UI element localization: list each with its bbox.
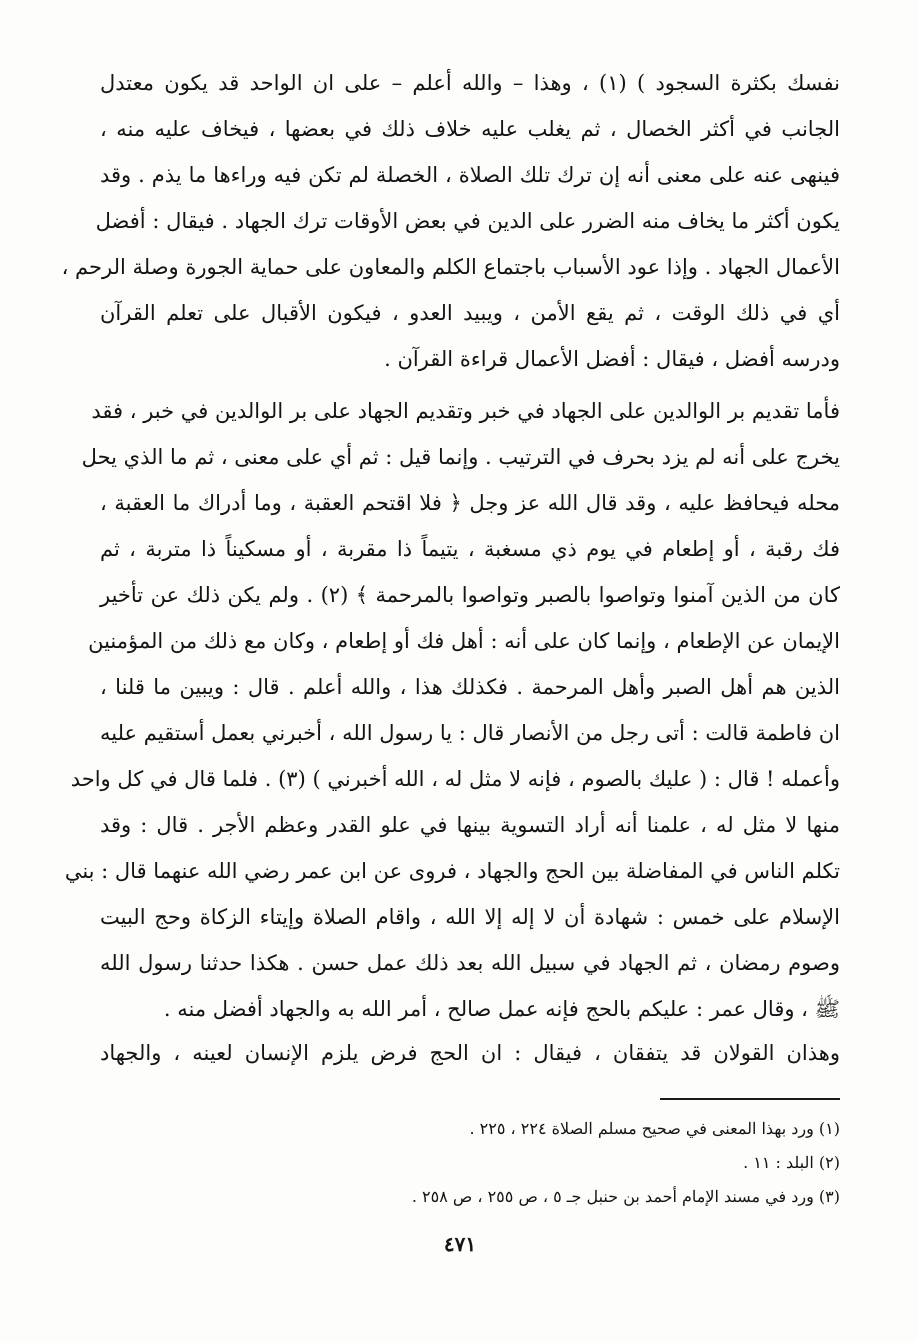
text-line: فك رقبة ، أو إطعام في يوم ذي مسغبة ، يتيماً ذا مقربة ، أو مسكيناً ذا متربة ، ثم bbox=[100, 537, 840, 561]
text-line: ﷺ ، وقال عمر : عليكم بالحج فإنه عمل صالح ، أمر الله به والجهاد أفضل منه . bbox=[163, 997, 840, 1021]
paragraph-3 bbox=[100, 1030, 840, 1076]
footnotes bbox=[300, 1112, 840, 1214]
text-line: يكون أكثر ما يخاف منه الضرر على الدين في بعض الأوقات ترك الجهاد . فيقال : أفضل bbox=[95, 209, 840, 233]
footnote-1: (١) ورد بهذا المعنى في صحيح مسلم الصلاة ٢٢٤ ، ٢٢٥ . bbox=[469, 1119, 840, 1138]
text-line: وأعمله ! قال : ( عليك بالصوم ، فإنه لا مثل له ، الله أخبرني ) (٣) . فلما قال في كل واحد bbox=[70, 767, 840, 791]
text-line: ودرسه أفضل ، فيقال : أفضل الأعمال قراءة القرآن . bbox=[384, 347, 840, 371]
text-line: الإسلام على خمس : شهادة أن لا إله إلا الله ، واقام الصلاة وإيتاء الزكاة وحج البيت bbox=[100, 905, 840, 929]
text-line: وصوم رمضان ، ثم الجهاد في سبيل الله بعد ذلك عمل حسن . هكذا حدثنا رسول الله bbox=[100, 951, 840, 975]
footnote-3: (٣) ورد في مسند الإمام أحمد بن حنبل جـ ٥ ، ص ٢٥٥ ، ص ٢٥٨ . bbox=[411, 1187, 840, 1206]
text-line: الجانب في أكثر الخصال ، ثم يغلب عليه خلاف ذلك في بعضها ، فيخاف عليه منه ، bbox=[100, 117, 840, 141]
text-line: فأما تقديم بر الوالدين على الجهاد في خبر وتقديم الجهاد على بر الوالدين في خبر ، فقد bbox=[91, 399, 840, 423]
text-line: محله فيحافظ عليه ، وقد قال الله عز وجل ﴿ فلا اقتحم العقبة ، وما أدراك ما العقبة ، bbox=[100, 491, 840, 515]
text-line: كان من الذين آمنوا وتواصوا بالصبر وتواصوا بالمرحمة ﴾ (٢) . ولم يكن ذلك عن تأخير bbox=[100, 583, 840, 607]
paragraph-1 bbox=[61, 60, 840, 382]
footnote-2: (٢) البلد : ١١ . bbox=[743, 1153, 840, 1172]
text-line: منها لا مثل له ، علمنا أنه أراد التسوية بينها في علو القدر وعظم الأجر . قال : وقد bbox=[100, 813, 840, 837]
text-line: الأعمال الجهاد . وإذا عود الأسباب باجتماع الكلم والمعاون على حماية الجورة وصلة الرحم ، bbox=[61, 255, 840, 279]
text-line: فينهى عنه على معنى أنه إن ترك تلك الصلاة ، الخصلة لم تكن فيه وراءها ما يذم . وقد bbox=[100, 163, 840, 187]
text-line: الإيمان عن الإطعام ، وإنما كان على أنه : أهل فك أو إطعام ، وكان مع ذلك من المؤمنين bbox=[88, 629, 840, 653]
text-line: يخرج على أنه لم يزد بحرف في الترتيب . وإنما قيل : ثم أي على معنى ، ثم ما الذي يحل bbox=[81, 445, 840, 469]
text-line: ان فاطمة قالت : أتى رجل من الأنصار قال : يا رسول الله ، أخبرني بعمل أستقيم عليه bbox=[100, 721, 840, 745]
text-line: تكلم الناس في المفاضلة بين الحج والجهاد ، فروى عن ابن عمر رضي الله عنهما قال : بني bbox=[64, 859, 840, 883]
page-number: ٤٧١ bbox=[443, 1232, 477, 1256]
text-line: وهذان القولان قد يتفقان ، فيقال : ان الحج فرض يلزم الإنسان لعينه ، والجهاد bbox=[100, 1041, 840, 1065]
text-line: أي في ذلك الوقت ، ثم يقع الأمن ، ويبيد العدو ، فيكون الأقبال على تعلم القرآن bbox=[100, 301, 840, 325]
text-line: الذين هم أهل الصبر وأهل المرحمة . فكذلك هذا ، والله أعلم . قال : ويبين ما قلنا ، bbox=[100, 675, 840, 699]
paragraph-2 bbox=[64, 388, 840, 1032]
text-line: نفسك بكثرة السجود ) (١) ، وهذا – والله أعلم – على ان الواحد قد يكون معتدل bbox=[100, 71, 840, 95]
footnote-divider bbox=[660, 1098, 840, 1100]
